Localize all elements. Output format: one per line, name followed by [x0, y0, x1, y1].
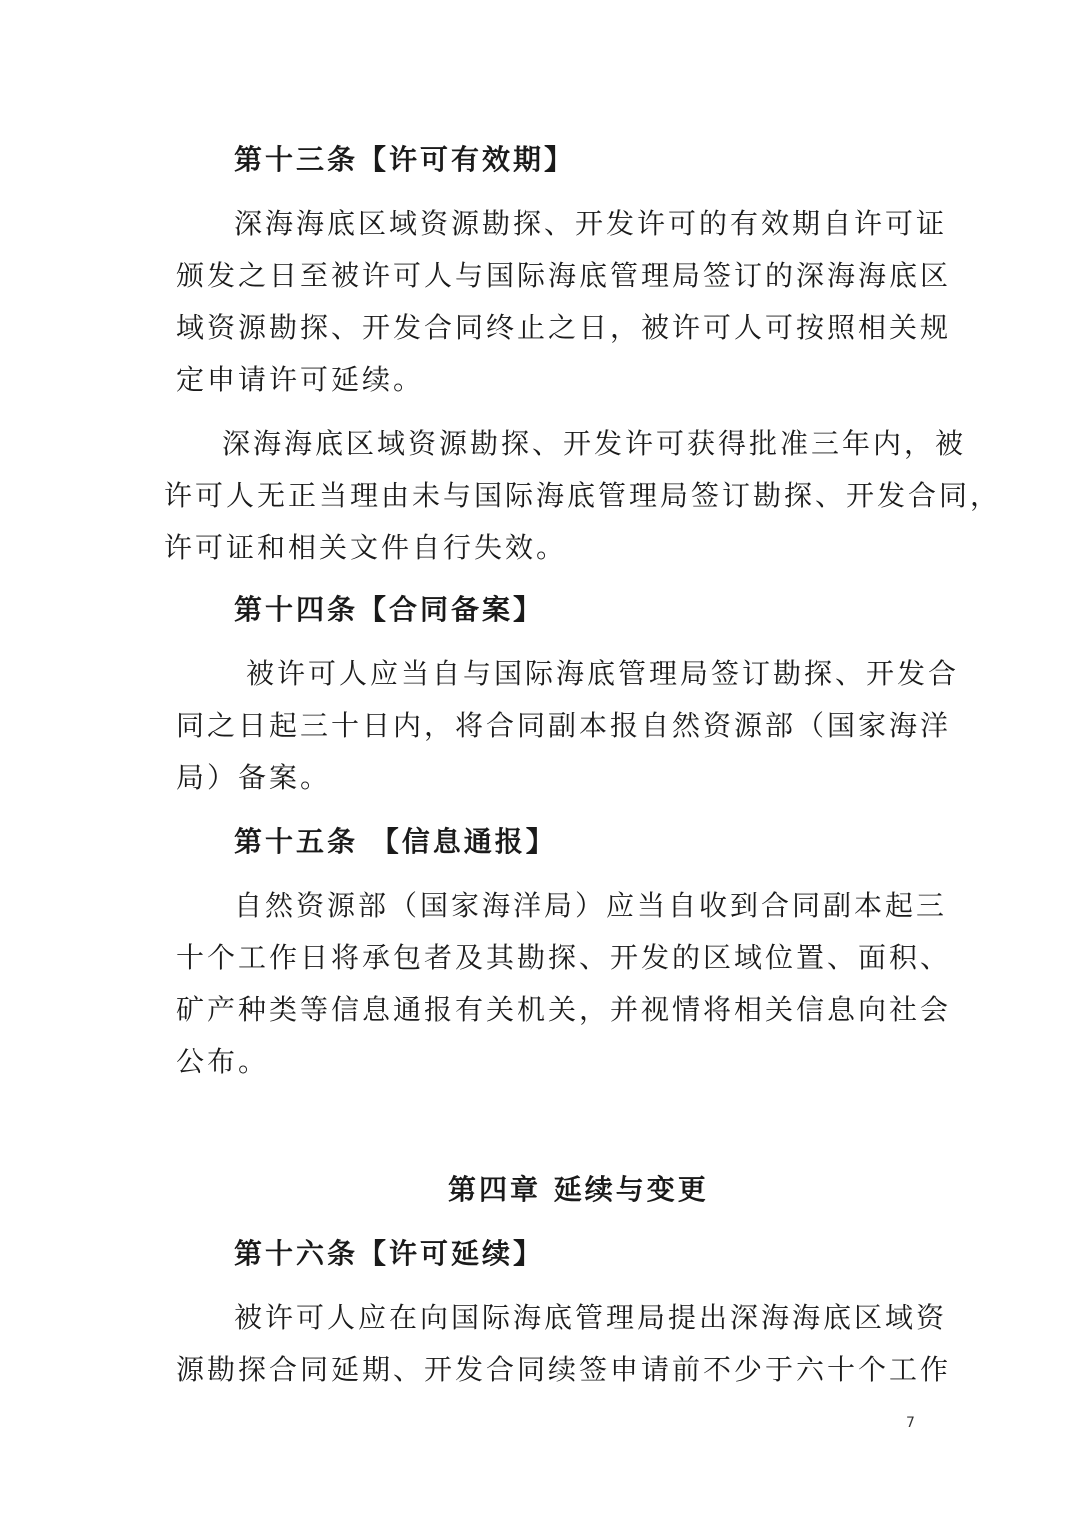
- article-14-para1-line3: 局）备案。: [176, 761, 332, 794]
- article-13-title: 第十三条【许可有效期】: [234, 143, 576, 176]
- article-13-para1-line2: 颁发之日至被许可人与国际海底管理局签订的深海海底区: [176, 259, 952, 292]
- article-13-para2-line3: 许可证和相关文件自行失效。: [164, 531, 568, 564]
- article-15-title: 第十五条 【信息通报】: [234, 825, 557, 858]
- article-15-para1-line2: 十个工作日将承包者及其勘探、开发的区域位置、面积、: [176, 941, 952, 974]
- article-14-para1-line1: 被许可人应当自与国际海底管理局签订勘探、开发合: [246, 657, 960, 690]
- article-16-title: 第十六条【许可延续】: [234, 1237, 545, 1270]
- article-13-para1-line1: 深海海底区域资源勘探、开发许可的有效期自许可证: [234, 207, 948, 240]
- article-14-title: 第十四条【合同备案】: [234, 593, 545, 626]
- article-15-para1-line4: 公布。: [176, 1045, 270, 1078]
- article-13-para2-line1: 深海海底区域资源勘探、开发许可获得批准三年内，被: [222, 427, 967, 460]
- article-15-para1-line1: 自然资源部（国家海洋局）应当自收到合同副本起三: [234, 889, 948, 922]
- article-16-para1-line1: 被许可人应在向国际海底管理局提出深海海底区域资: [234, 1301, 948, 1334]
- article-13-para2-line2: 许可人无正当理由未与国际海底管理局签订勘探、开发合同，: [164, 479, 1002, 512]
- article-14-para1-line2: 同之日起三十日内，将合同副本报自然资源部（国家海洋: [176, 709, 952, 742]
- article-13-para1-line3: 域资源勘探、开发合同终止之日，被许可人可按照相关规: [176, 311, 952, 344]
- article-16-para1-line2: 源勘探合同延期、开发合同续签申请前不少于六十个工作: [176, 1353, 952, 1386]
- article-15-para1-line3: 矿产种类等信息通报有关机关，并视情将相关信息向社会: [176, 993, 952, 1026]
- page-number: 7: [906, 1415, 915, 1431]
- article-13-para1-line4: 定申请许可延续。: [176, 363, 425, 396]
- chapter-4-title: 第四章 延续与变更: [448, 1173, 709, 1206]
